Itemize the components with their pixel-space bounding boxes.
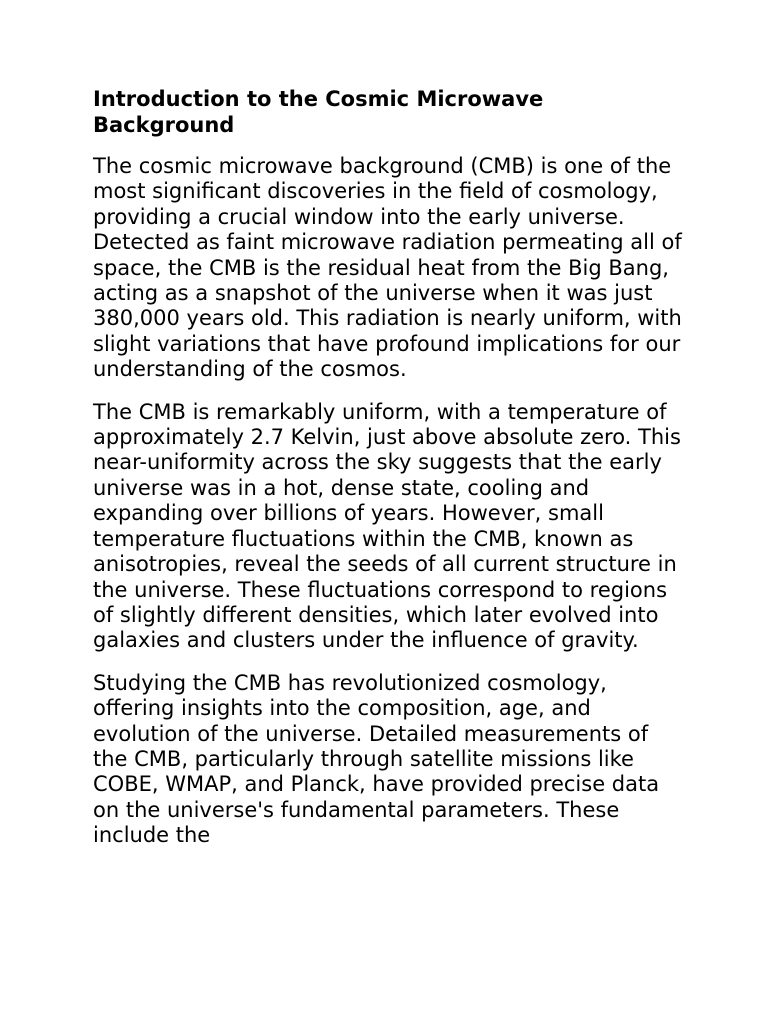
document-page [93,86,683,849]
document-title: Introduction to the Cosmic Microwave Background [93,87,544,137]
paragraph-2: The CMB is remarkably uniform, with a temperature of approximately 2.7 Kelvin, just above absolute zero. This near-uniformity across the sky suggests that the early universe was in a hot, dense state, cooling and expanding over billions of years. However, small temperature fluctuations within the CMB, known as anisotropies, reveal the seeds of all current structure in the universe. These fluctuations correspond to regions of slightly different densities, which later evolved into galaxies and clusters under the influence of gravity. [93,399,681,653]
paragraph-1: The cosmic microwave background (CMB) is one of the most significant discoveries in the field of cosmology, providing a crucial window into the early universe. Detected as faint microwave radiation permeating all of space, the CMB is the residual heat from the Big Bang, acting as a snapshot of the universe when it was just 380,000 years old. This radiation is nearly uniform, with slight variations that have profound implications for our understanding of the cosmos. [93,154,682,382]
paragraph-3: Studying the CMB has revolutionized cosmology, offering insights into the composition, age, and evolution of the universe. Detailed measurements of the CMB, particularly through satellite missions like COBE, WMAP, and Planck, have provided precise data on the universe's fundamental parameters. These include the [93,670,660,848]
